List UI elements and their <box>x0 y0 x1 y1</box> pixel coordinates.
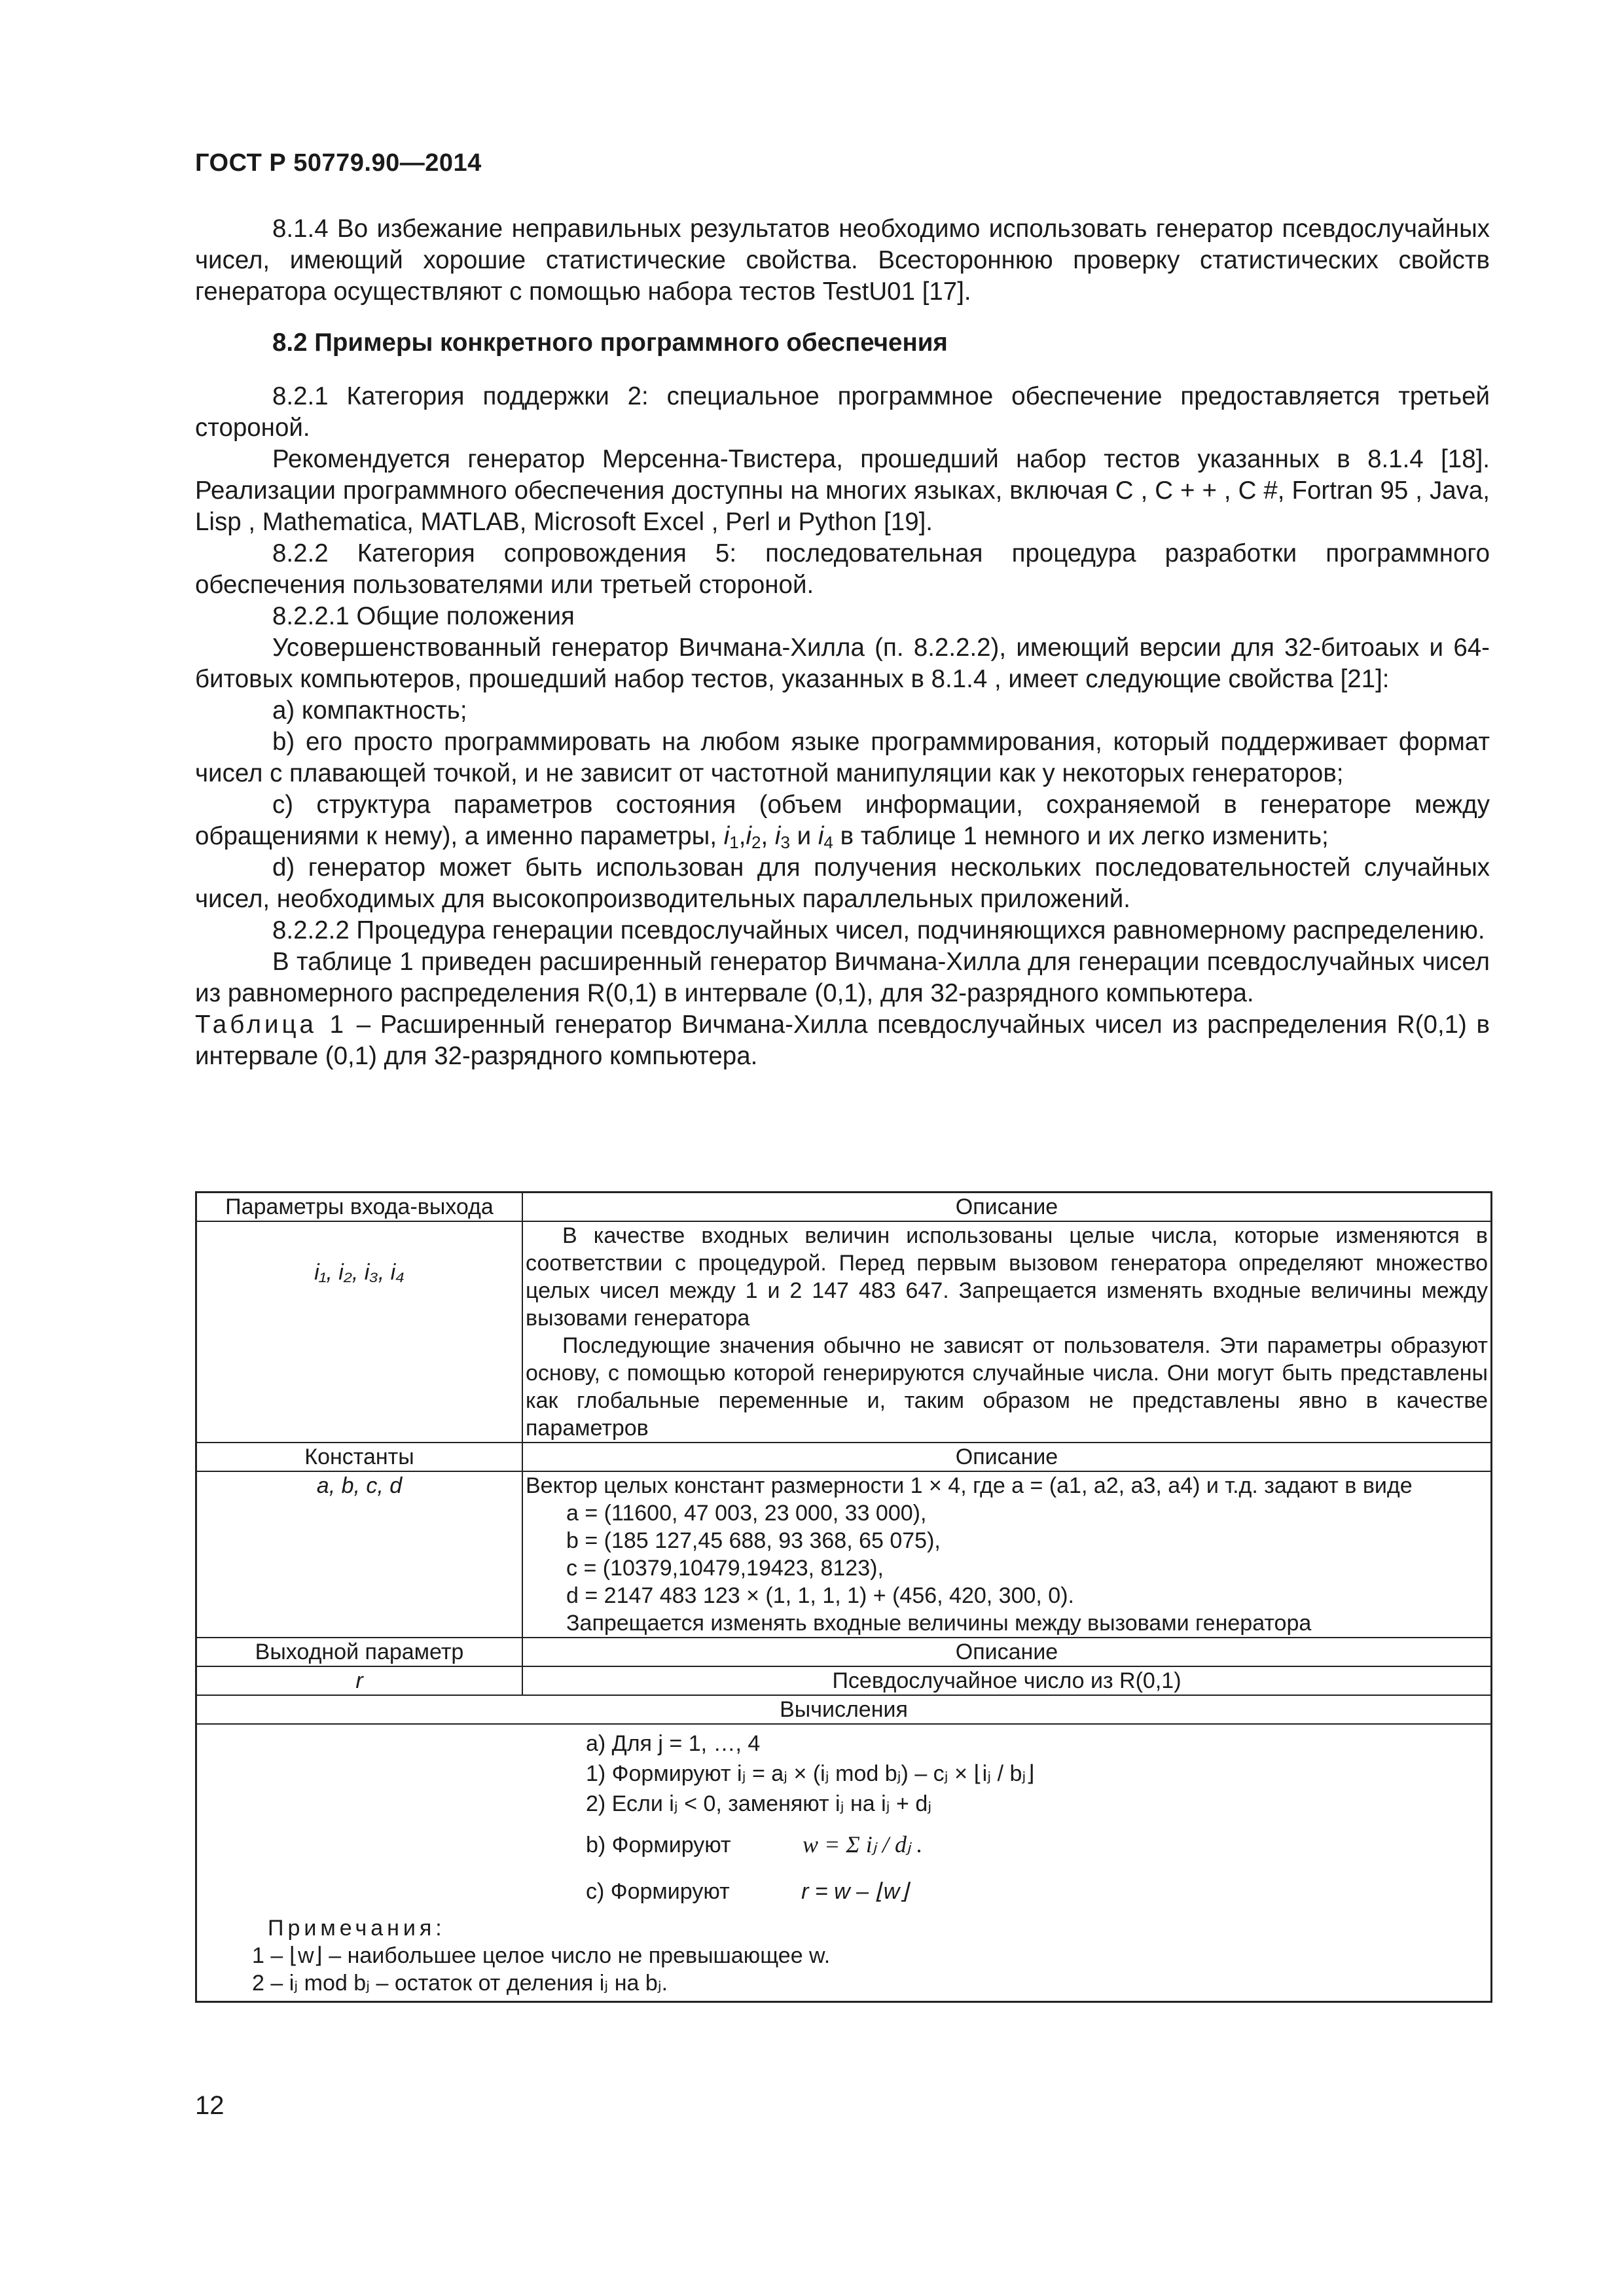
table-header-output: Выходной параметр <box>196 1638 523 1666</box>
table-row <box>196 1638 1492 1666</box>
paragraph-8-2-1: 8.2.1 Категория поддержки 2: специальное программное обеспечение предоставляется третьей стороной. <box>195 382 1490 442</box>
paragraph-table-intro: В таблице 1 приведен расширенный генератор Вичмана-Хилла для генерации псевдослучайных чисел из равномерного распределения R(0,1) в интервале (0,1), для 32-разрядного компьютера. <box>195 948 1490 1007</box>
constants-description <box>522 1471 1492 1638</box>
calculations-block <box>200 1725 1488 1907</box>
notes-title: Примечания: <box>268 1916 446 1941</box>
calculations-cell <box>196 1724 1492 2002</box>
table-header-description: Описание <box>522 1443 1492 1471</box>
calc-step-b <box>586 1819 1488 1870</box>
document-header: ГОСТ Р 50779.90—2014 <box>195 149 482 177</box>
table-row <box>196 1471 1492 1638</box>
list-item-c <box>195 789 1490 852</box>
calc-step-c-label: c) Формируют <box>586 1879 730 1904</box>
table-row <box>196 1193 1492 1222</box>
subscript: 3 <box>780 833 790 852</box>
table-header-calculations: Вычисления <box>196 1695 1492 1724</box>
var-i: i <box>746 822 752 850</box>
remainder-formula: r = w – ⌊w⌋ <box>801 1879 909 1904</box>
table-header-io: Параметры входа-выхода <box>196 1193 523 1222</box>
separator: , <box>738 822 746 850</box>
separator: и <box>789 822 818 850</box>
generator-table <box>195 1191 1492 2003</box>
calc-step-1: 1) Формируют iⱼ = aⱼ × (iⱼ mod bⱼ) – cⱼ × ⌊iⱼ / bⱼ⌋ <box>586 1761 1035 1786</box>
subscript: 1 <box>729 833 739 852</box>
paragraph-8-2-2-2: 8.2.2.2 Процедура генерации псевдослучайных чисел, подчиняющихся равномерному распределению. <box>272 916 1485 944</box>
table-row <box>196 1443 1492 1471</box>
subscript: 2 <box>751 833 761 852</box>
list-item-c-text: c) структура параметров состояния (объем информации, сохраняемой в генераторе между обращениями к нему), а именно параметры, <box>195 791 1490 850</box>
constant-a: a = (11600, 47 003, 23 000, 33 000), <box>566 1501 927 1526</box>
table-row <box>196 1221 1492 1443</box>
separator: , <box>761 822 775 850</box>
table-caption-text: – Расширенный генератор Вичмана-Хилла псевдослучайных чисел из распределения R(0,1) в интервале (0,1) для 32-разрядного компьютера. <box>195 1011 1490 1070</box>
list-item-b: b) его просто программировать на любом языке программирования, который поддерживает формат чисел с плавающей точкой, и не зависит от частотной манипуляции как у некоторых генераторов; <box>195 728 1490 787</box>
constant-c: c = (10379,10479,19423, 8123), <box>566 1556 884 1581</box>
table-caption-label: Таблица 1 <box>195 1011 348 1039</box>
calc-step-2: 2) Если iⱼ < 0, заменяют iⱼ на iⱼ + dⱼ <box>586 1791 932 1816</box>
list-item-d: d) генератор может быть использован для получения нескольких последовательностей случайных чисел, необходимых для высокопроизводительных параллельных приложений. <box>195 853 1490 913</box>
calc-step-c <box>586 1876 1488 1907</box>
output-label: r <box>196 1666 523 1695</box>
paragraph-recommend: Рекомендуется генератор Мерсенна-Твистера, прошедший набор тестов указанных в 8.1.4 [18]. Реализации программного обеспечения доступны на многих языках, включая C , C + + , C #, Fortran 95 , Java, Lisp , Mathematica, MATLAB, Microsoft Excel , Perl и Python [19]. <box>195 445 1490 536</box>
note-1: 1 – ⌊w⌋ – наибольшее целое число не превышающее w. <box>252 1943 831 1968</box>
table-header-description: Описание <box>522 1638 1492 1666</box>
table-caption <box>195 1009 1490 1072</box>
var-i: i <box>723 822 730 850</box>
paragraph-8-2-2: 8.2.2 Категория сопровождения 5: последовательная процедура разработки программного обеспечения пользователями или третьей стороной. <box>195 539 1490 599</box>
paragraph-8-2-2-1: 8.2.2.1 Общие положения <box>272 602 575 630</box>
page-number: 12 <box>195 2091 225 2120</box>
output-description: Псевдослучайное число из R(0,1) <box>522 1666 1492 1695</box>
inputs-label: i₁, i₂, i₃, i₄ <box>196 1221 523 1443</box>
constant-d: d = 2147 483 123 × (1, 1, 1, 1) + (456, 420, 300, 0). <box>566 1583 1074 1608</box>
list-item-c-tail: в таблице 1 немного и их легко изменить; <box>833 822 1329 850</box>
notes-block <box>200 1907 1488 2001</box>
constants-forbid-note: Запрещается изменять входные величины между вызовами генератора <box>566 1611 1312 1636</box>
table-row <box>196 1724 1492 2002</box>
table-row <box>196 1666 1492 1695</box>
constant-b: b = (185 127,45 688, 93 368, 65 075), <box>566 1528 941 1553</box>
paragraph-8-1-4: 8.1.4 Во избежание неправильных результатов необходимо использовать генератор псевдослучайных чисел, имеющий хорошие статистические свойства. Всестороннюю проверку статистических свойств генератора осуществляют с помощью набора тестов TestU01 [17]. <box>195 215 1490 306</box>
section-heading-8-2: 8.2 Примеры конкретного программного обеспечения <box>272 329 948 357</box>
constants-label: a, b, c, d <box>196 1471 523 1638</box>
subscript: 4 <box>823 833 833 852</box>
calc-step-a: a) Для j = 1, …, 4 <box>586 1731 761 1756</box>
var-i: i <box>774 822 781 850</box>
inputs-desc-paragraph-1: В качестве входных величин использованы целые числа, которые изменяются в соответствии с процедурой. Перед первым вызовом генератора определяют множество целых чисел между 1 и 2 147 483 647. Запрещается изменять входные величины между вызовами генератора <box>526 1223 1488 1331</box>
note-2: 2 – iⱼ mod bⱼ – остаток от деления iⱼ на bⱼ. <box>252 1971 668 1996</box>
body-text <box>195 213 1490 1072</box>
list-item-a: a) компактность; <box>272 696 467 725</box>
inputs-desc-paragraph-2: Последующие значения обычно не зависят от пользователя. Эти параметры образуют основу, с помощью которой генерируются случайные числа. Они могут быть представлены как глобальные переменные и, таким образом не представлены явно в качестве параметров <box>526 1333 1488 1441</box>
var-i: i <box>818 822 824 850</box>
sum-formula: w = Σ iⱼ / dⱼ . <box>803 1831 923 1857</box>
calc-step-b-label: b) Формируют <box>586 1833 731 1857</box>
inputs-description <box>522 1221 1492 1443</box>
table-row <box>196 1695 1492 1724</box>
table-header-description: Описание <box>522 1193 1492 1222</box>
table-header-constants: Константы <box>196 1443 523 1471</box>
constants-intro: Вектор целых констант размерности 1 × 4, где a = (a1, a2, a3, a4) и т.д. задают в виде <box>526 1473 1413 1498</box>
paragraph-improved-generator: Усовершенствованный генератор Вичмана-Хилла (п. 8.2.2.2), имеющий версии для 32-битоаых и 64-битовых компьютеров, прошедший набор тестов, указанных в 8.1.4 , имеет следующие свойства [21]: <box>195 634 1490 693</box>
